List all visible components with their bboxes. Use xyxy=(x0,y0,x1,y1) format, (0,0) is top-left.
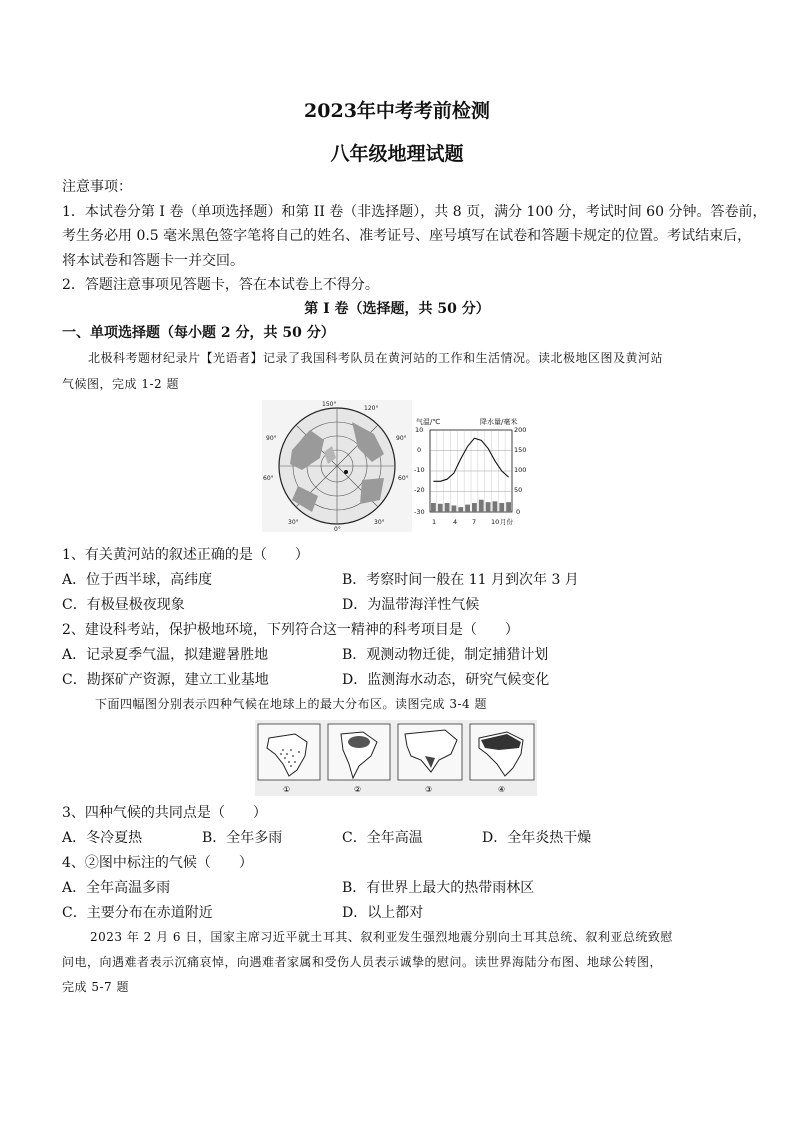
left-tick-3: -20 xyxy=(414,486,425,494)
q4-stem: 4、②图中标注的气候（ ） xyxy=(62,855,253,871)
x-tick-1: 4 xyxy=(453,518,458,526)
exam-subtitle: 八年级地理试题 xyxy=(330,143,464,165)
q2-option-d: D．监测海水动态，研究气候变化 xyxy=(342,672,550,688)
notice-item1-line3: 将本试卷和答题卡一并交回。 xyxy=(62,253,244,269)
notice-item2: 2．答题注意事项见答题卡，答在本试卷上不得分。 xyxy=(62,277,379,293)
precipitation-bar xyxy=(458,507,463,512)
notice-heading: 注意事项： xyxy=(62,179,132,195)
map-label-3: 60° xyxy=(398,475,409,482)
right-tick-1: 150 xyxy=(514,446,527,454)
map-label-1: 120° xyxy=(364,405,379,412)
intro2: 下面四幅图分别表示四种气候在地球上的最大分布区。读图完成 3-4 题 xyxy=(95,697,487,711)
precipitation-bar xyxy=(445,503,450,512)
q2-stem: 2、建设科考站，保护极地环境，下列符合这一精神的科考项目是（ ） xyxy=(62,622,519,638)
q1-option-a: A．位于西半球，高纬度 xyxy=(62,572,213,588)
precipitation-bar xyxy=(431,503,436,512)
climate-distribution-maps xyxy=(255,720,537,796)
map-label-0: 150° xyxy=(322,401,337,408)
q2-option-b: B．观测动物迁徙，制定捕猎计划 xyxy=(342,647,549,663)
intro1-line2: 气候图，完成 1-2 题 xyxy=(62,377,179,391)
section1-title: 一、单项选择题（每小题 2 分，共 50 分） xyxy=(62,325,335,341)
climate-chart xyxy=(414,416,532,526)
x-tick-2: 7 xyxy=(472,518,477,526)
precipitation-bar xyxy=(465,505,470,512)
notice-item1-line1: 1．本试卷分第 I 卷（单项选择题）和第 II 卷（非选择题），共 8 页，满分 100 分，考试时间 60 分钟。答卷前， xyxy=(62,204,767,220)
map-label-8: 90° xyxy=(266,435,277,442)
exam-title: 2023年中考考前检测 xyxy=(304,100,490,122)
q4-option-a: A．全年高温多雨 xyxy=(62,880,171,896)
q2-option-c: C．勘探矿产资源，建立工业基地 xyxy=(62,672,269,688)
q3-option-c: C．全年高温 xyxy=(342,830,423,846)
intro3-line3: 完成 5-7 题 xyxy=(62,980,129,994)
left-tick-2: -10 xyxy=(414,466,425,474)
map-label-2: 90° xyxy=(396,435,407,442)
map-3-label: ③ xyxy=(425,785,433,794)
precipitation-bar xyxy=(506,502,511,512)
q3-option-a: A．冬冷夏热 xyxy=(62,830,143,846)
q1-option-b: B．考察时间一般在 11 月到次年 3 月 xyxy=(342,572,579,588)
map-1-label: ① xyxy=(283,785,291,794)
precipitation-bar xyxy=(499,503,504,512)
q4-option-b: B．有世界上最大的热带雨林区 xyxy=(342,880,535,896)
left-tick-0: 10 xyxy=(415,426,424,434)
map-4-label: ④ xyxy=(498,785,506,794)
q3-stem: 3、四种气候的共同点是（ ） xyxy=(62,805,267,821)
map-label-5: 0° xyxy=(334,526,341,532)
q1-option-d: D．为温带海洋性气候 xyxy=(342,597,480,613)
precipitation-bar xyxy=(486,502,491,512)
q4-option-d: D．以上都对 xyxy=(342,905,424,921)
chart-right-axis-label: 降水量/毫米 xyxy=(480,418,518,426)
q1-option-c: C．有极昼极夜现象 xyxy=(62,597,185,613)
right-tick-3: 50 xyxy=(514,486,523,494)
arctic-map xyxy=(262,400,412,532)
q1-stem: 1、有关黄河站的叙述正确的是（ ） xyxy=(62,547,309,563)
q2-option-a: A．记录夏季气温，拟建避暑胜地 xyxy=(62,647,269,663)
precipitation-bar xyxy=(493,501,498,512)
left-tick-4: -30 xyxy=(414,508,425,516)
notice-item1-line2: 考生务必用 0.5 毫米黑色签字笔将自己的姓名、准考证号、座号填写在试卷和答题卡规定的位置。考试结束后， xyxy=(62,228,752,244)
map-label-4: 30° xyxy=(374,519,385,526)
left-tick-1: 0 xyxy=(417,446,422,454)
right-tick-0: 200 xyxy=(514,426,527,434)
map-label-7: 60° xyxy=(263,475,274,482)
x-tick-0: 1 xyxy=(432,518,437,526)
map-2-label: ② xyxy=(354,785,362,794)
precipitation-bar xyxy=(438,504,443,512)
intro3-line2: 问电，向遇难者表示沉痛哀悼，向遇难者家属和受伤人员表示诚挚的慰问。读世界海陆分布图、地球公转图， xyxy=(62,955,663,969)
q3-option-b: B．全年多雨 xyxy=(202,830,283,846)
right-tick-2: 100 xyxy=(514,466,527,474)
x-tick-3: 10 xyxy=(491,518,500,526)
map-label-6: 30° xyxy=(288,519,299,526)
q3-option-d: D．全年炎热干燥 xyxy=(482,830,592,846)
precipitation-bar xyxy=(472,503,477,512)
part1-title: 第 I 卷（选择题，共 50 分） xyxy=(304,301,490,317)
q4-option-c: C．主要分布在赤道附近 xyxy=(62,905,213,921)
precipitation-bar xyxy=(479,500,484,512)
intro1-line1: 北极科考题材纪录片【光语者】记录了我国科考队员在黄河站的工作和生活情况。读北极地区图及黄河站 xyxy=(88,351,664,365)
chart-left-axis-label: 气温/℃ xyxy=(416,418,441,426)
intro3-line1: 2023 年 2 月 6 日，国家主席习近平就土耳其、叙利亚发生强烈地震分别向土耳其总统、叙利亚总统致慰 xyxy=(90,930,673,944)
precipitation-bar xyxy=(452,505,457,512)
x-tick-4: 月份 xyxy=(500,518,513,526)
right-tick-4: 0 xyxy=(516,508,521,516)
